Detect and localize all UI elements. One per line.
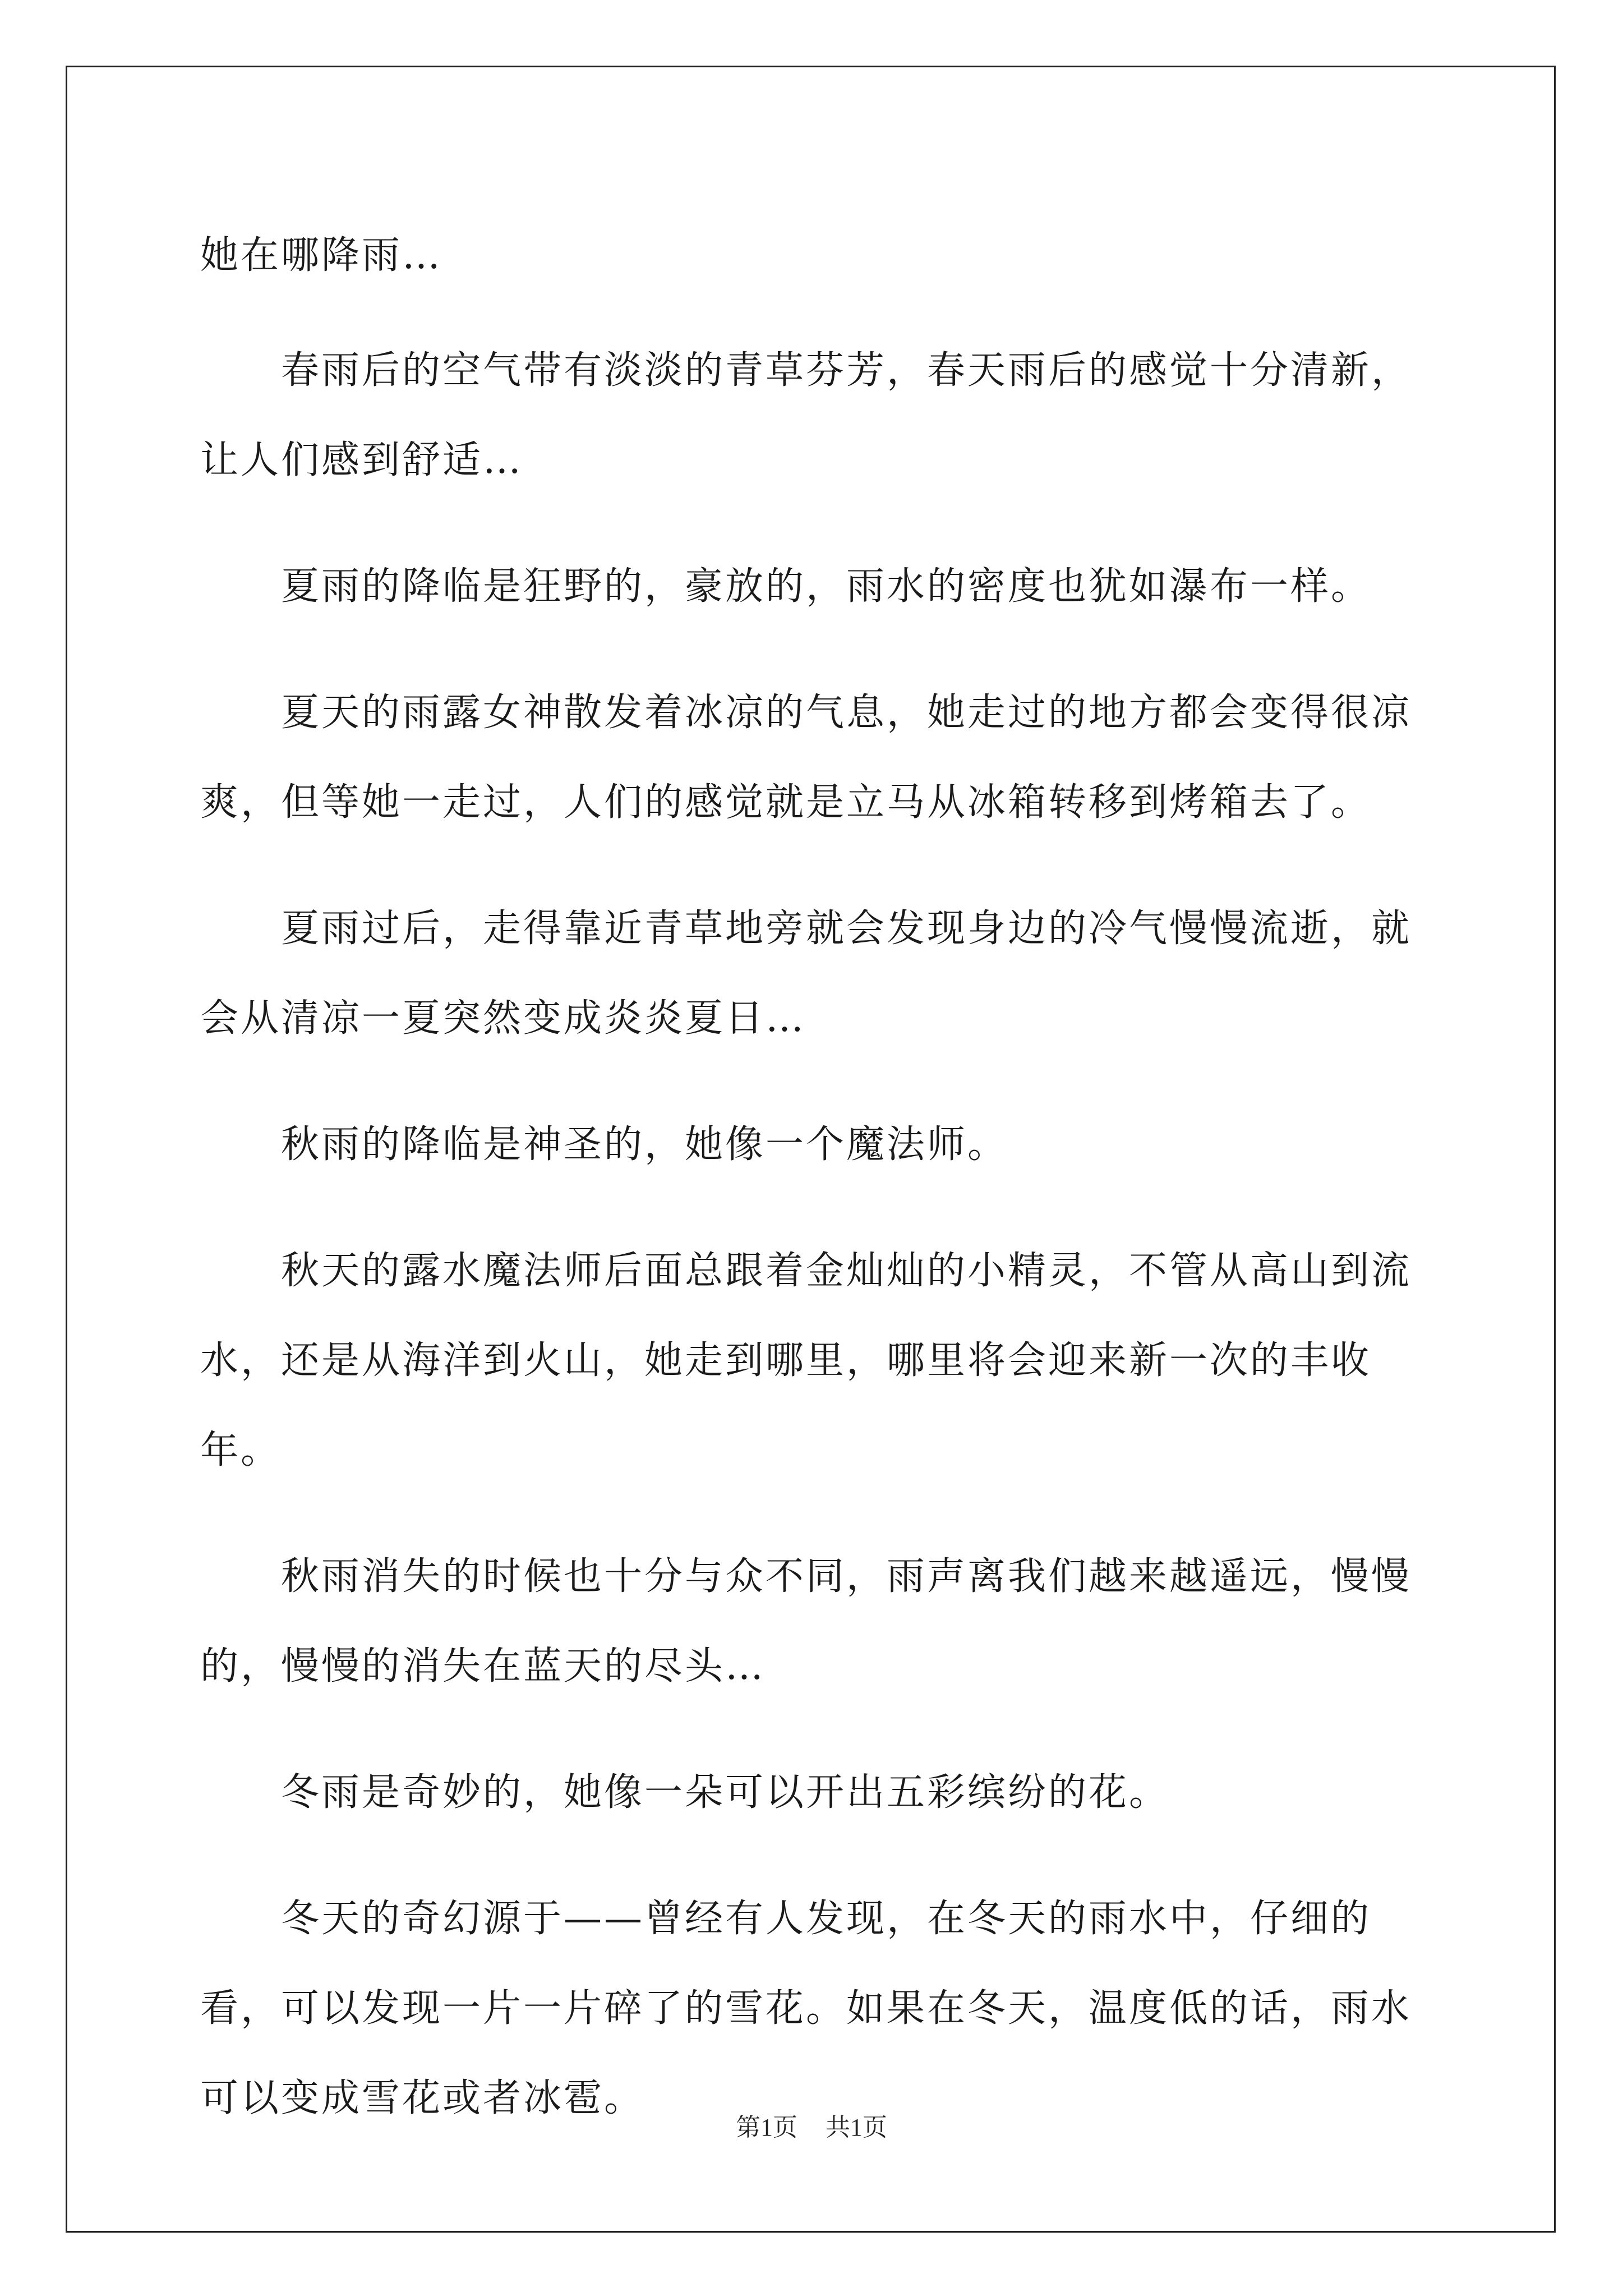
paragraph: 秋天的露水魔法师后面总跟着金灿灿的小精灵，不管从高山到流水，还是从海洋到火山，她走到哪里，哪里将会迎来新一次的丰收年。 <box>200 1249 1412 1473</box>
page-number-total: 共1页 <box>826 2114 887 2141</box>
paragraph: 夏天的雨露女神散发着冰凉的气息，她走过的地方都会变得很凉爽，但等她一走过，人们的感觉就是立马从冰箱转移到烤箱去了。 <box>200 691 1412 825</box>
document-body <box>200 211 1434 2180</box>
paragraph: 冬天的奇幻源于——曾经有人发现，在冬天的雨水中，仔细的看，可以发现一片一片碎了的雪花。如果在冬天，温度低的话，雨水可以变成雪花或者冰雹。 <box>200 1897 1412 2120</box>
paragraph: 秋雨消失的时候也十分与众不同，雨声离我们越来越遥远，慢慢的，慢慢的消失在蓝天的尽头… <box>200 1554 1412 1688</box>
paragraph: 夏雨过后，走得靠近青草地旁就会发现身边的冷气慢慢流逝，就会从清凉一夏突然变成炎炎夏日… <box>200 907 1412 1041</box>
page-footer <box>0 2111 1623 2145</box>
paragraph: 她在哪降雨… <box>200 233 443 278</box>
paragraph: 冬雨是奇妙的，她像一朵可以开出五彩缤纷的花。 <box>281 1770 1170 1815</box>
paragraph: 夏雨的降临是狂野的，豪放的，雨水的密度也犹如瀑布一样。 <box>281 564 1372 609</box>
paragraph: 春雨后的空气带有淡淡的青草芬芳，春天雨后的感觉十分清新，让人们感到舒适… <box>200 348 1412 482</box>
paragraph: 秋雨的降临是神圣的，她像一个魔法师。 <box>281 1122 1008 1167</box>
page-number-current: 第1页 <box>736 2114 797 2141</box>
